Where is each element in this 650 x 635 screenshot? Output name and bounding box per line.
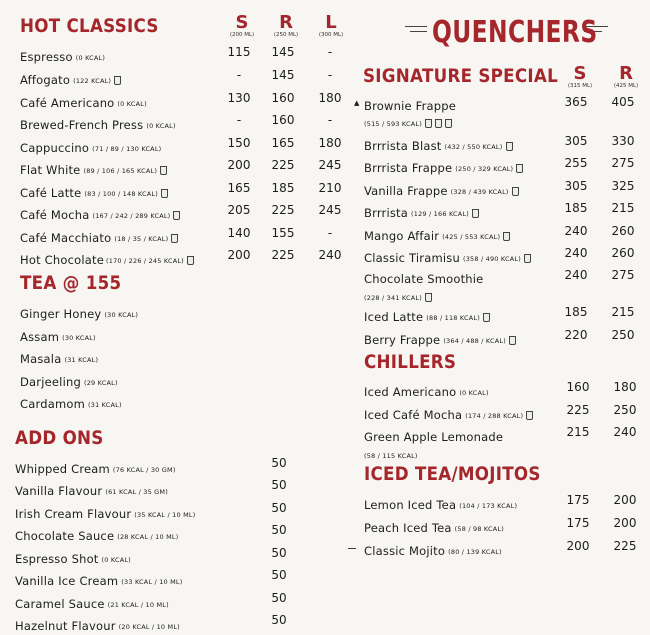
menu-item: Café Latte (83 / 100 / 148 KCAL) [20, 182, 168, 201]
price-l: 180 [318, 136, 342, 150]
price-s: 240 [564, 268, 588, 282]
add-on-item: Espresso Shot (0 KCAL) [15, 552, 131, 566]
cup-icon [435, 119, 442, 128]
price-r: 180 [613, 380, 637, 394]
hot-classics-heading: HOT CLASSICS [20, 15, 159, 37]
price-r: 275 [611, 268, 635, 282]
price-r: 200 [613, 516, 637, 530]
price-l: 240 [318, 248, 342, 262]
add-on-price: 50 [271, 546, 287, 560]
price-l: - [327, 45, 333, 59]
price-l: 210 [318, 181, 342, 195]
add-on-price: 50 [271, 501, 287, 515]
price-r: 215 [611, 305, 635, 319]
signature-heading: SIGNATURE SPECIAL [363, 65, 559, 87]
menu-item: Café Macchiato (18 / 35 / KCAL) [20, 227, 178, 246]
menu-item: Berry Frappe (364 / 488 / KCAL) [364, 329, 516, 348]
add-on-item: Caramel Sauce (21 KCAL / 10 ML) [15, 597, 169, 611]
menu-item-kcal: (58 / 115 KCAL) [364, 452, 418, 460]
price-r: 160 [271, 91, 295, 105]
menu-item: Classic Tiramisu (358 / 490 KCAL) [364, 247, 531, 266]
iced-tea-heading: ICED TEA/MOJITOS [364, 463, 541, 485]
add-on-price: 50 [271, 568, 287, 582]
menu-item: Brrrista Frappe (250 / 329 KCAL) [364, 157, 523, 176]
price-r: 185 [271, 181, 295, 195]
menu-item: Café Mocha (167 / 242 / 289 KCAL) [20, 204, 180, 223]
size-s-header: S (315 ML) [567, 63, 593, 89]
decor-line [348, 548, 356, 549]
menu-item: Flat White (89 / 106 / 165 KCAL) [20, 159, 167, 178]
tea-item: Darjeeling (29 KCAL) [20, 375, 118, 389]
price-r: 250 [611, 328, 635, 342]
cup-icon [506, 142, 513, 151]
decor-line [410, 31, 427, 32]
cup-icon [526, 411, 533, 420]
price-s: 240 [564, 224, 588, 238]
price-s: 165 [227, 181, 251, 195]
price-r: 405 [611, 95, 635, 109]
cup-icon [472, 209, 479, 218]
menu-item: Vanilla Frappe (328 / 439 KCAL) [364, 180, 519, 199]
add-on-item: Whipped Cream (76 KCAL / 30 GM) [15, 462, 176, 476]
price-s: 200 [566, 539, 590, 553]
size-r-header: R (425 ML) [613, 63, 639, 89]
tea-item: Assam (30 KCAL) [20, 330, 96, 344]
cup-icon [483, 313, 490, 322]
cup-icon [425, 293, 432, 302]
price-s: 140 [227, 226, 251, 240]
menu-item: Iced Americano (0 KCAL) [364, 385, 489, 399]
cup-icon [171, 234, 178, 243]
cup-icon [160, 166, 167, 175]
price-l: 245 [318, 158, 342, 172]
price-r: 275 [611, 156, 635, 170]
price-r: 225 [271, 158, 295, 172]
price-r: 200 [613, 493, 637, 507]
price-s: 115 [227, 45, 251, 59]
price-s: 305 [564, 134, 588, 148]
price-s: 305 [564, 179, 588, 193]
menu-item: Brownie Frappe [364, 99, 457, 113]
price-s: 185 [564, 201, 588, 215]
menu-item: Peach Iced Tea (58 / 98 KCAL) [364, 521, 504, 535]
price-s: 215 [566, 425, 590, 439]
price-r: 145 [271, 45, 295, 59]
cup-icon [425, 119, 432, 128]
cup-icon [516, 164, 523, 173]
price-s: 175 [566, 516, 590, 530]
add-on-price: 50 [271, 613, 287, 627]
cup-icon [512, 187, 519, 196]
add-on-price: 50 [271, 456, 287, 470]
menu-item: Mango Affair (425 / 553 KCAL) [364, 225, 510, 244]
price-r: 225 [271, 203, 295, 217]
menu-item: Café Americano (0 KCAL) [20, 96, 147, 110]
cup-icon [445, 119, 452, 128]
price-l: 245 [318, 203, 342, 217]
price-r: 250 [613, 403, 637, 417]
tea-heading: TEA @ 155 [20, 272, 122, 294]
add-on-price: 50 [271, 591, 287, 605]
price-s: 365 [564, 95, 588, 109]
menu-item: Classic Mojito (80 / 139 KCAL) [364, 544, 502, 558]
menu-item: Espresso (0 KCAL) [20, 50, 106, 64]
menu-item: Iced Latte (88 / 118 KCAL) [364, 306, 490, 325]
cup-icon [509, 336, 516, 345]
menu-item: Lemon Iced Tea (104 / 173 KCAL) [364, 498, 518, 512]
cup-icon [503, 232, 510, 241]
price-r: 330 [611, 134, 635, 148]
price-s: 240 [564, 246, 588, 260]
price-s: 200 [227, 248, 251, 262]
add-on-item: Chocolate Sauce (28 KCAL / 10 ML) [15, 529, 179, 543]
menu-item: Brrrista (129 / 166 KCAL) [364, 202, 479, 221]
tea-item: Masala (31 KCAL) [20, 352, 99, 366]
cup-icon [161, 189, 168, 198]
price-r: 155 [271, 226, 295, 240]
price-s: 255 [564, 156, 588, 170]
tea-item: Cardamom (31 KCAL) [20, 397, 122, 411]
price-s: - [236, 113, 242, 127]
price-r: 260 [611, 224, 635, 238]
price-s: 185 [564, 305, 588, 319]
price-l: - [327, 68, 333, 82]
price-r: 165 [271, 136, 295, 150]
menu-item: Green Apple Lemonade [364, 430, 504, 444]
add-on-item: Vanilla Flavour (61 KCAL / 35 GM) [15, 484, 168, 498]
price-l: - [327, 226, 333, 240]
price-s: 175 [566, 493, 590, 507]
add-on-item: Vanilla Ice Cream (33 KCAL / 10 ML) [15, 574, 183, 588]
price-s: 205 [227, 203, 251, 217]
add-ons-heading: ADD ONS [15, 427, 104, 449]
price-r: 225 [613, 539, 637, 553]
size-l-header: L (300 ML) [318, 12, 344, 38]
menu-item: Hot Chocolate (170 / 226 / 245 KCAL) [20, 249, 194, 268]
menu-item: Cappuccino (71 / 89 / 130 KCAL) [20, 141, 162, 155]
price-r: 225 [271, 248, 295, 262]
size-r-header: R (250 ML) [273, 12, 299, 38]
price-s: 225 [566, 403, 590, 417]
price-s: - [236, 68, 242, 82]
add-on-price: 50 [271, 523, 287, 537]
price-l: 180 [318, 91, 342, 105]
menu-item: Iced Café Mocha (174 / 288 KCAL) [364, 404, 533, 423]
price-s: 130 [227, 91, 251, 105]
tea-item: Ginger Honey (30 KCAL) [20, 307, 139, 321]
add-on-price: 50 [271, 478, 287, 492]
price-r: 145 [271, 68, 295, 82]
cup-icon [524, 254, 531, 263]
menu-item-kcal: (228 / 341 KCAL) [364, 286, 432, 305]
price-r: 160 [271, 113, 295, 127]
cup-icon [187, 256, 194, 265]
menu-item: Affogato (122 KCAL) [20, 69, 121, 88]
chillers-heading: CHILLERS [364, 351, 457, 373]
quenchers-title: QUENCHERS [432, 15, 598, 50]
price-r: 325 [611, 179, 635, 193]
triangle-icon: ▲ [354, 99, 360, 107]
add-on-item: Irish Cream Flavour (35 KCAL / 10 ML) [15, 507, 196, 521]
price-r: 260 [611, 246, 635, 260]
price-s: 150 [227, 136, 251, 150]
price-r: 215 [611, 201, 635, 215]
price-s: 220 [564, 328, 588, 342]
size-s-header: S (200 ML) [229, 12, 255, 38]
price-s: 200 [227, 158, 251, 172]
cup-icon [173, 211, 180, 220]
price-r: 240 [613, 425, 637, 439]
menu-item: Brrrista Blast (432 / 550 KCAL) [364, 135, 513, 154]
menu-item: Chocolate Smoothie [364, 272, 484, 286]
menu-item: Brewed-French Press (0 KCAL) [20, 118, 176, 132]
price-s: 160 [566, 380, 590, 394]
decor-line [405, 26, 427, 27]
price-l: - [327, 113, 333, 127]
menu-item-kcal: (515 / 593 KCAL) [364, 112, 452, 131]
add-on-item: Hazelnut Flavour (20 KCAL / 10 ML) [15, 619, 180, 633]
cup-icon [114, 76, 121, 85]
